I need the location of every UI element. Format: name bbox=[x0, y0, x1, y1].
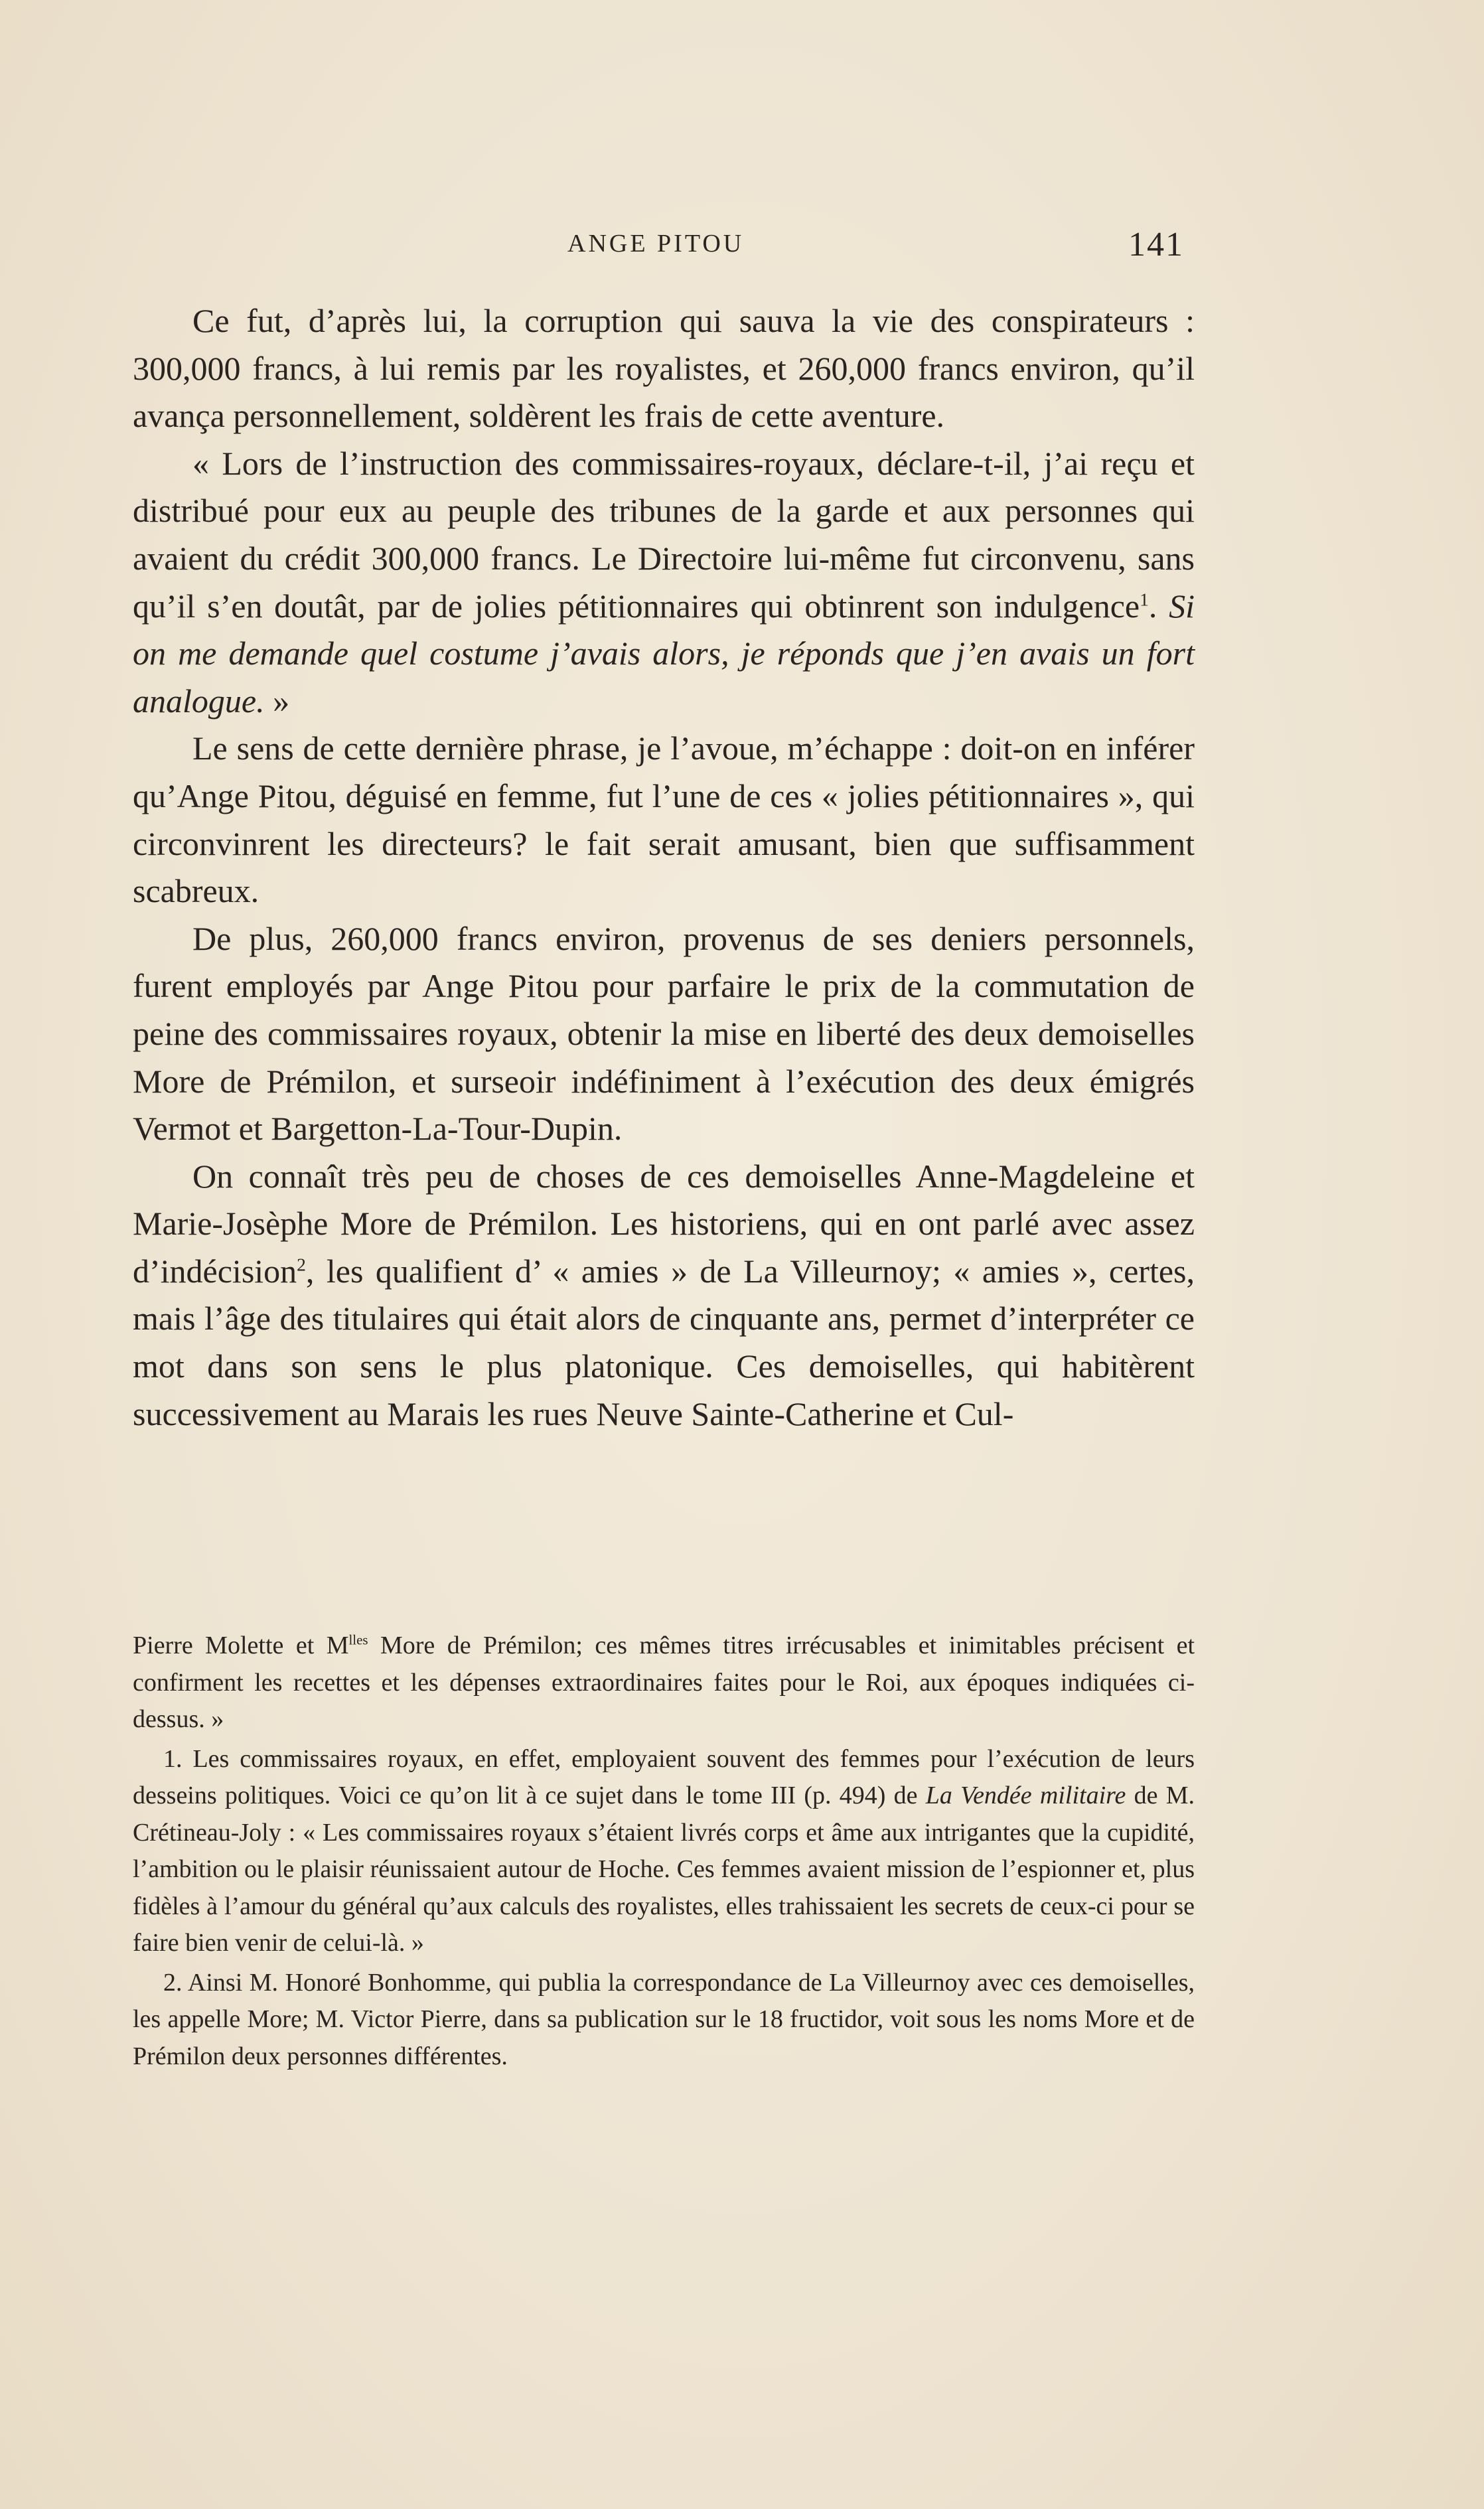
footnote-text: Pierre Molette et M bbox=[133, 1632, 349, 1659]
closing-quote: » bbox=[264, 682, 290, 720]
footnotes bbox=[133, 1628, 1195, 2078]
paragraph-corruption bbox=[133, 297, 1195, 440]
footnote-continuation bbox=[133, 1628, 1195, 1738]
main-text bbox=[133, 297, 1195, 1438]
footnote-text: 1. Les commissaires royaux, en effet, employaient souvent des femmes pour l’exécution de leurs desseins politiques. Voici ce qu’on lit à ce sujet dans le tome III (p. 494) de bbox=[133, 1744, 1195, 1809]
footnote-1 bbox=[133, 1741, 1195, 1962]
footnote-text: More de Prémilon; ces mêmes titres irrécusables et inimitables précisent et confirment les recettes et les dépenses extraordinaires faites pour le Roi, aux époques indiquées ci-dessus. » bbox=[133, 1632, 1195, 1733]
paragraph-text: « Lors de l’instruction des commissaires-royaux, déclare-t-il, j’ai reçu et distribué pour eux au peuple des tribunes de la garde et aux personnes qui avaient du crédit 300,000 francs. Le Directoire lui-même fut circonvenu, sans qu’il s’en doutât, par de jolies pétitionnaires qui obtinrent son indulgence bbox=[133, 444, 1195, 625]
footnote-text: de M. Crétineau-Joly : « Les commissaires royaux s’étaient livrés corps et âme aux intrigantes que la cupidité, l’ambition ou le plaisir réunissaient autour de Hoche. Ces femmes avaient mission de l’espionner et, plus fidèles à l’amour du général qu’aux calculs des royalistes, elles trahissaient les secrets de ceux-ci pour se faire bien venir de celui-là. » bbox=[133, 1782, 1195, 1957]
paragraph-text: On connaît très peu de choses de ces demoiselles Anne-Magdeleine et Marie-Josèphe More de Prémilon. Les historiens, qui en ont parlé avec assez d’indécision bbox=[133, 1157, 1195, 1290]
book-title: La Vendée militaire bbox=[925, 1782, 1126, 1809]
running-title: ANGE PITOU bbox=[567, 230, 745, 258]
footnote-text: 2. Ainsi M. Honoré Bonhomme, qui publia la correspondance de La Villeurnoy avec ces demoiselles, les appelle More; M. Victor Pierre, dans sa publication sur le 18 fructidor, voit sous les noms More et de Prémilon deux personnes différentes. bbox=[133, 1968, 1195, 2070]
paragraph-text: De plus, 260,000 francs environ, provenus de ses deniers personnels, furent employés par Ange Pitou pour parfaire le prix de la commutation de peine des commissaires royaux, obtenir la mise en liberté des deux demoiselles More de Prémilon, et surseoir indéfiniment à l’exécution des deux émigrés Vermot et Bargetton-La-Tour-Dupin. bbox=[133, 919, 1195, 1148]
paragraph-text: . bbox=[1148, 587, 1169, 625]
running-head bbox=[133, 226, 1195, 269]
paragraph-quote bbox=[133, 440, 1195, 725]
paragraph-expenses bbox=[133, 915, 1195, 1153]
paragraph-interpretation bbox=[133, 725, 1195, 915]
superscript-mlles: lles bbox=[348, 1632, 368, 1648]
footnote-2 bbox=[133, 1965, 1195, 2076]
paragraph-demoiselles bbox=[133, 1153, 1195, 1438]
footnote-ref-1: 1 bbox=[1140, 588, 1149, 609]
italic-quote: Si on me demande quel costume j’avais alors, je réponds que j’en avais un fort analogue. bbox=[133, 587, 1195, 720]
paragraph-text: Ce fut, d’après lui, la corruption qui sauva la vie des conspirateurs : 300,000 francs, à lui remis par les royalistes, et 260,000 francs environ, qu’il avança personnellement, soldèrent les frais de cette aventure. bbox=[133, 302, 1195, 435]
page-number: 141 bbox=[1128, 226, 1184, 264]
footnote-ref-2: 2 bbox=[297, 1254, 306, 1275]
paragraph-text: , les qualifient d’ « amies » de La Villeurnoy; « amies », certes, mais l’âge des titulaires qui était alors de cinquante ans, permet d’interpréter ce mot dans son sens le plus platonique. Ces demoiselles, qui habitèrent successivement au Marais les rues Neuve Sainte-Catherine et Cul- bbox=[133, 1252, 1195, 1432]
paragraph-text: Le sens de cette dernière phrase, je l’avoue, m’échappe : doit-on en inférer qu’Ange Pitou, déguisé en femme, fut l’une de ces « jolies pétitionnaires », qui circonvinrent les directeurs? le fait serait amusant, bien que suffisamment scabreux. bbox=[133, 729, 1195, 910]
